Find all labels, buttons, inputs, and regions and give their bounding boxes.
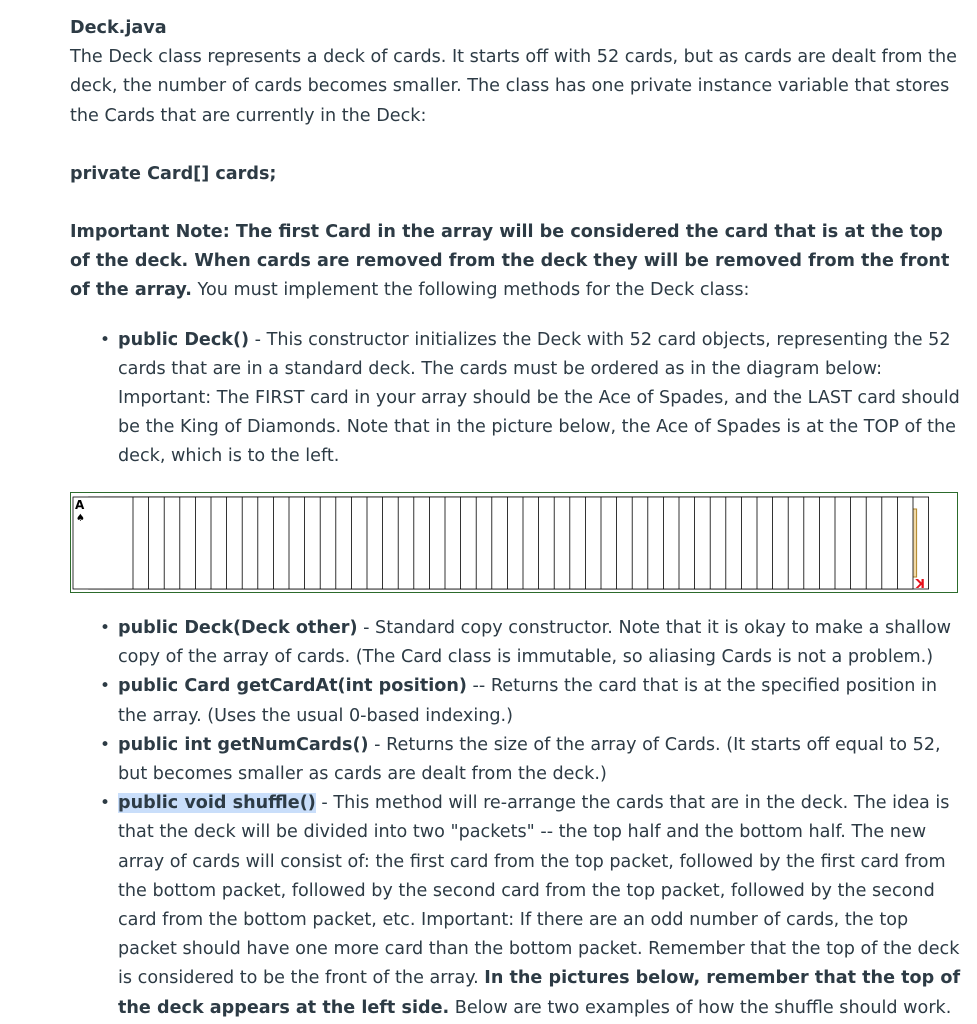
method-signature: public int getNumCards() — [118, 734, 369, 755]
important-note-bold: Important Note: The first Card in the array will be considered the card that is at the top of the deck. When cards are removed from the deck they will be removed from the front of the array. — [70, 222, 950, 301]
method-description-bold: In the pictures below, remember that the top of the deck appears at the left side. — [118, 968, 961, 1018]
card-rank-label: A — [75, 498, 85, 512]
card-rank-label-bottom: K — [915, 576, 925, 590]
method-signature: public Card getCardAt(int position) — [118, 676, 467, 697]
method-description: - Standard copy constructor. Note that it is okay to make a shallow copy of the array of cards. (The Card class is immutable, so aliasing Cards is not a problem.) — [118, 618, 952, 668]
list-item — [70, 672, 965, 730]
method-description: - Returns the size of the array of Cards. (It starts off equal to 52, but becomes smaller as cards are dealt from the deck.) — [118, 734, 941, 785]
deck-cards-svg — [71, 493, 958, 593]
method-signature: public Deck(Deck other) — [118, 618, 358, 638]
list-item — [70, 731, 965, 789]
intro-paragraph: The Deck class represents a deck of cards. It starts off with 52 cards, but as cards are dealt from the deck, the number of cards becomes smaller. The class has one private instance variable that stores the Cards that are currently in the Deck: — [70, 47, 957, 126]
method-description: - This method will re-arrange the cards that are in the deck. The idea is that the deck will be divided into two "packets" -- the top half and the bottom half. The new array of cards will consist of: the first card from the top packet, followed by the first card from the bottom packet, followed by the second card from the top packet, followed by the second card from the bottom packet, etc. Important: If there are an odd number of cards, the top packet should have one more card than the bottom packet. Remember that the top of the deck is considered to be the front of the array. — [118, 793, 960, 989]
method-signature: public Deck() — [118, 329, 250, 350]
card-A-spades — [73, 497, 133, 589]
list-item — [70, 326, 965, 472]
document-body — [70, 14, 965, 472]
deck-diagram — [70, 492, 958, 593]
method-description: - This constructor initializes the Deck with 52 card objects, representing the 52 cards that are in a standard deck. The cards must be ordered as in the diagram below: Important: The FIRST card in your array should be the Ace of Spades, and the LAST card should be the King of Diamonds. Note that in the picture below, the Ace of Spades is at the TOP of the deck, which is to the left. — [118, 329, 960, 467]
field-declaration: private Card[] cards; — [70, 163, 277, 184]
card-suit-icon: ♠ — [76, 513, 85, 524]
list-item — [70, 614, 965, 672]
method-description: -- Returns the card that is at the specified position in the array. (Uses the usual 0-based indexing.) — [118, 676, 937, 726]
important-note — [70, 218, 965, 306]
list-item — [70, 789, 965, 1023]
file-heading: Deck.java — [70, 18, 167, 38]
method-list-bottom — [70, 614, 965, 1023]
method-description-tail: Below are two examples of how the shuffle should work. — [449, 997, 952, 1018]
method-signature-highlighted[interactable]: public void shuffle() — [118, 793, 316, 814]
important-note-rest: You must implement the following methods for the Deck class: — [191, 280, 750, 301]
method-list-top — [70, 326, 965, 472]
